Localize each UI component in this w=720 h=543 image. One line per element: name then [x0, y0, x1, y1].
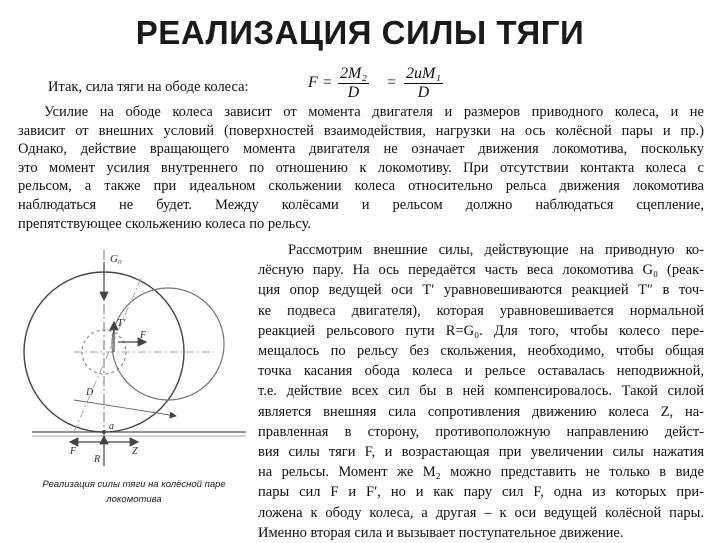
- paragraph2-line: ложена к ободу колеса, а другая – к оси ведущей колёсной пары.: [258, 504, 704, 521]
- traction-formula: [308, 63, 468, 105]
- paragraph1-line: это момент усилия внутреннего по отношению к локомотиву. При отсутствии контакта колеса с: [18, 159, 704, 176]
- paragraph2-line: является внешняя сила сопротивления движению колеса Z, на-: [258, 403, 704, 420]
- paragraph2-line: точка касания обода колеса и рельсе оставалась неподвижной,: [258, 363, 704, 380]
- paragraph2-line: ке подвеса двигателя), которая уравновешивается нормальной: [258, 302, 704, 319]
- paragraph2-line: вия силы тяги F, и возрастающая при увеличении силы нажатия: [258, 444, 704, 461]
- paragraph2-line: правленная в сторону, противоположную направлению дейст-: [258, 423, 704, 440]
- paragraph1-line: зависит от внешних условий (поверхностей взаимодействия, нагрузки на ось колёсной пары и пр.): [18, 122, 704, 139]
- label-a: a: [109, 421, 114, 432]
- formula-frac2-denominator: D: [417, 84, 430, 101]
- paragraph2-line: лёсную пару. На ось передаётся часть веса локомотива G₀ (реак-: [258, 262, 704, 279]
- paragraph1-line: наблюдаться не будет. Между колёсами и рельсом должно наблюдаться сцепление,: [18, 196, 704, 213]
- paragraph1-line: Усилие на ободе колеса зависит от момента двигателя и размеров приводного колеса, и не: [44, 104, 704, 120]
- paragraph2-line: т.е. действие всех сил бы в ней компенсировалось. Такой силой: [258, 383, 704, 400]
- wheel-force-diagram: [14, 240, 254, 475]
- paragraph2-line: реакцией рельсового пути R=G₀. Для того, чтобы колесо пере-: [258, 322, 704, 339]
- formula-lhs: F =: [308, 74, 333, 91]
- paragraph2-line: мещалось по рельсу без скольжения, необходимо, чтобы общая: [258, 343, 704, 360]
- label-z: Z: [132, 446, 138, 457]
- diagonal-center-line: [74, 276, 142, 432]
- paragraph-external-forces: [258, 240, 704, 543]
- label-f-upper: F: [140, 330, 147, 341]
- label-r: R: [94, 454, 101, 465]
- intro-text: Итак, сила тяги на ободе колеса:: [48, 79, 249, 95]
- page-title: РЕАЛИЗАЦИЯ СИЛЫ ТЯГИ: [135, 14, 585, 51]
- paragraph2-line: Именно вторая сила и вызывает поступательное движение.: [258, 524, 624, 541]
- paragraph1-line: препятствующее скольжению колеса по рельсу.: [18, 215, 312, 232]
- paragraph1-line: Однако, действие вращающего момента двигателя не означает движения локомотива, поскольку: [18, 141, 704, 158]
- formula-frac1-numerator: 2M₂: [340, 65, 367, 82]
- label-d: D: [86, 387, 94, 398]
- formula-equals: =: [386, 74, 397, 91]
- paragraph2-line: ция опор ведущей оси Т′ уравновешиваются реакцией Т″ в точ-: [258, 282, 704, 299]
- paragraph1-line: рельсом, а также при идеальном скольжении колеса относительно рельса движения локомотива: [18, 178, 704, 195]
- label-g0: G₀: [110, 253, 122, 265]
- formula-fraction-2: [404, 65, 443, 102]
- paragraph2-line: на рельсы. Момент же M₂ можно представить не только в виде: [258, 464, 704, 481]
- paragraph2-line: Рассмотрим внешние силы, действующие на приводную ко-: [288, 242, 704, 258]
- paragraph2-line: пары сил F и F′, но и как пару сил F, одна из которых при-: [258, 484, 704, 501]
- paragraph-wheel-force: [18, 103, 704, 233]
- formula-frac1-denominator: D: [347, 84, 360, 101]
- contact-point: [102, 430, 106, 434]
- formula-fraction-1: [338, 65, 369, 102]
- label-f-lower: F: [70, 446, 77, 457]
- formula-frac2-numerator: 2uM₁: [406, 65, 441, 82]
- label-t-prime: T′: [117, 317, 126, 329]
- figure-caption: Реализация силы тяги на колёсной паре локомотива: [42, 479, 226, 505]
- wheel-diagram-svg: [14, 240, 254, 475]
